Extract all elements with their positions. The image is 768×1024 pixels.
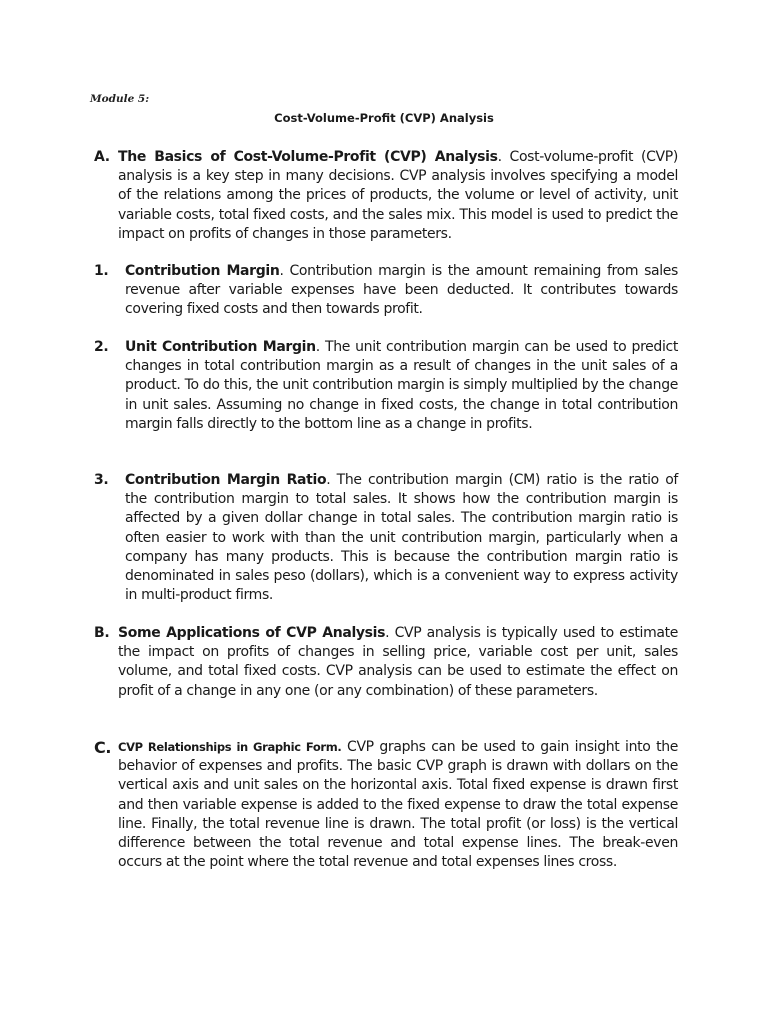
section-a-heading: The Basics of Cost-Volume-Profit (CVP) Analysis [118,149,498,165]
section-b-label: B. [94,625,110,641]
section-c-label: C. [94,738,112,757]
section-a-label: A. [94,149,110,165]
section-3-label: 3. [94,472,109,488]
section-b [94,624,678,701]
section-2-label: 2. [94,339,109,355]
module-label: Module 5: [90,93,150,105]
section-b-text: . CVP analysis is typically used to estimate the impact on profits of changes in selling price, variable cost per unit, sales volume, and total fixed costs. CVP analysis can be used to estimate the effect on profit of a change in any one (or any combination) of these parameters. [118,625,678,699]
section-3 [94,471,678,605]
section-2-text: . The unit contribution margin can be used to predict changes in total contribution margin as a result of changes in the unit sales of a product. To do this, the unit contribution margin is simply multiplied by the change in unit sales. Assuming no change in fixed costs, the change in total contribution margin falls directly to the bottom line as a change in profits. [125,339,678,432]
section-c-body [118,738,678,872]
section-1-heading: Contribution Margin [125,263,280,279]
section-2 [94,338,678,434]
section-1-label: 1. [94,263,109,279]
section-1-text: . Contribution margin is the amount remaining from sales revenue after variable expenses have been deducted. It contributes towards covering fixed costs and then towards profit. [125,263,678,318]
section-1-body [125,262,678,320]
section-b-heading: Some Applications of CVP Analysis [118,625,386,641]
section-2-heading: Unit Contribution Margin [125,339,316,355]
section-c-text: CVP graphs can be used to gain insight into the behavior of expenses and profits. The basic CVP graph is drawn with dollars on the vertical axis and unit sales on the horizontal axis. Total fixed expense is drawn first and then variable expense is added to the fixed expense to draw the total expense line. Finally, the total revenue line is drawn. The total profit (or loss) is the vertical difference between the total revenue and total expense lines. The break-even occurs at the point where the total revenue and total expenses lines cross. [118,739,678,871]
section-a-body [118,148,678,244]
page-title: Cost-Volume-Profit (CVP) Analysis [274,111,494,125]
section-2-body [125,338,678,434]
section-3-text: . The contribution margin (CM) ratio is the ratio of the contribution margin to total sales. It shows how the contribution margin is affected by a given dollar change in total sales. The contribution margin ratio is often easier to work with than the unit contribution margin, particularly when a company has many products. This is because the contribution margin ratio is denominated in sales peso (dollars), which is a convenient way to express activity in multi-product firms. [125,472,678,604]
section-b-body [118,624,678,701]
section-c-heading: CVP Relationships in Graphic Form. [118,740,342,754]
section-1 [94,262,678,320]
section-3-body [125,471,678,605]
section-c [94,738,678,872]
section-a-text: . Cost-volume-profit (CVP) analysis is a key step in many decisions. CVP analysis involves specifying a model of the relations among the prices of products, the volume or level of activity, unit variable costs, total fixed costs, and the sales mix. This model is used to predict the impact on profits of changes in those parameters. [118,149,678,242]
section-a [94,148,678,244]
section-3-heading: Contribution Margin Ratio [125,472,327,488]
